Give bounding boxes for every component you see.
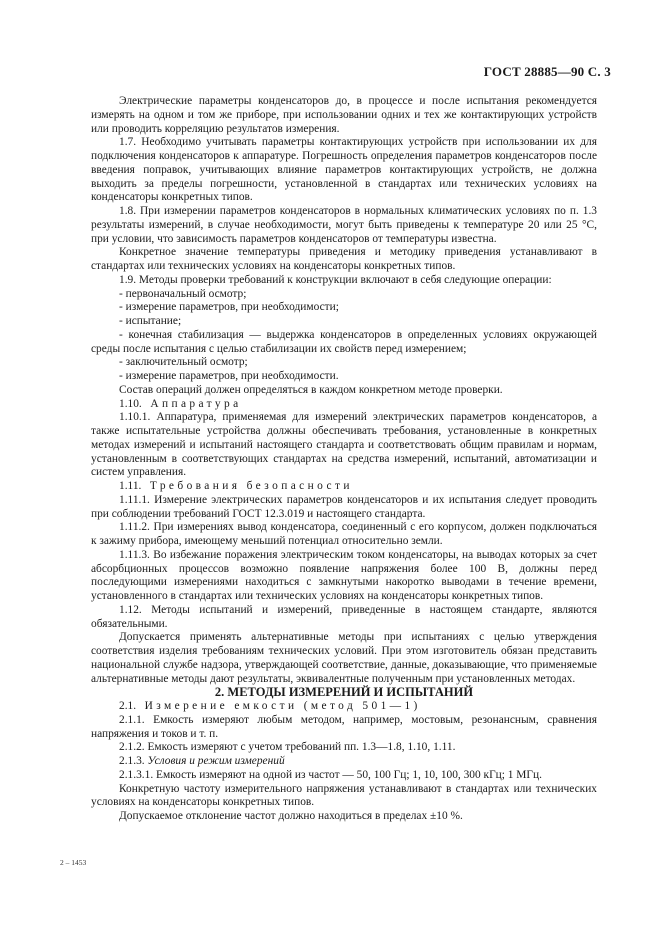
document-body [91,95,597,824]
paragraph: 2.1.1. Емкость измеряют любым методом, например, мостовым, резонансным, сравнения напряжения и токов и т. п. [91,713,597,740]
subsection-title [91,700,597,714]
list-item: - первоначальный осмотр; [119,287,247,300]
paragraph: Электрические параметры конденсаторов до, в процессе и после испытания рекомендуется измерять на одном и том же приборе, при использовании одних и тех же контактирующих устройств или проводить корреляцию результатов измерения. [91,95,597,135]
subsection-title [91,755,597,769]
paragraph: 1.11.2. При измерениях вывод конденсатора, соединенный с его корпусом, должен подключаться к зажиму прибора, имеющему меньший потенциал относительно земли. [91,521,597,547]
list-item: - заключительный осмотр; [119,356,248,369]
subsection-label: Аппаратура [150,397,242,410]
section-heading: 2. МЕТОДЫ ИЗМЕРЕНИЙ И ИСПЫТАНИЙ [214,685,474,700]
subsection-title [91,398,597,412]
page-footer-code: 2 – 1453 [60,858,87,867]
subsection-label: Требования безопасности [149,480,353,492]
subsection-number: 2.1.3. [119,755,145,767]
list-item: - конечная стабилизация — выдержка конденсаторов в определенных условиях окружающей среды после испытания с целью стабилизации их свойств перед измерением; [91,328,597,355]
paragraph: 1.9. Методы проверки требований к конструкции включают в себя следующие операции: [119,273,552,286]
page-header: ГОСТ 28885—90 С. 3 [483,64,611,79]
paragraph: Допускаемое отклонение частот должно находиться в пределах ±10 %. [119,810,463,822]
paragraph: 1.12. Методы испытаний и измерений, приведенные в настоящем стандарте, являются обязательными. [91,603,597,630]
subsection-title [91,480,597,494]
subsection-number: 1.10. [119,397,142,410]
paragraph: 2.1.3.1. Емкость измеряют на одной из частот — 50, 100 Гц; 1, 10, 100, 300 кГц; 1 МГц. [119,768,542,781]
paragraph: 2.1.2. Емкость измеряют с учетом требований пп. 1.3—1.8, 1.10, 1.11. [119,741,456,754]
subsection-number: 2.1. [119,700,137,712]
list-item: - измерение параметров, при необходимости. [119,370,339,382]
paragraph: 1.8. При измерении параметров конденсаторов в нормальных климатических условиях по п. 1.3 результаты измерений, в случае необходимости, могут быть приведены к температуре 20 или 25 °С, при условии, что зависимость параметров конденсаторов от температуры известна. [91,205,597,245]
list-item: - измерение параметров, при необходимости; [119,301,339,314]
paragraph: 1.11.1. Измерение электрических параметров конденсаторов и их испытания следует проводить при соблюдении требований ГОСТ 12.3.019 и настоящего стандарта. [91,493,597,520]
paragraph: 1.11.3. Во избежание поражения электрическим током конденсаторы, на выводах которых за счет абсорбционных процессов возможно появление напряжения более 100 В, должны перед последующими измерениями находиться с замкнутыми накоротко выводами в течение времени, установленного в стандартах или технических условиях на конденсаторы конкретных типов. [91,548,597,602]
paragraph: 1.10.1. Аппаратура, применяемая для измерений электрических параметров конденсаторов, а также испытательные устройства должны обеспечивать требования, установленные в конкретных методах измерений и испытаний настоящего стандарта и соответствовать общим правилам и нормам, установленным в соответствующих стандартах на средства измерений, испытаний, автоматизации и систем управления. [91,411,597,479]
subsection-number: 1.11. [119,480,142,492]
list-item: - испытание; [119,315,182,327]
paragraph: Допускается применять альтернативные методы при испытаниях с целью утверждения соответствия изделия требованиям технических условий. При этом изготовитель обязан представить национальной службе надзора, утверждающей соответствие, данные, доказывающие, что применяемые альтернативные методы дают результаты, эквивалентные полученным при установленных методах. [91,631,597,685]
paragraph: Состав операций должен определяться в каждом конкретном методе проверки. [119,383,503,396]
paragraph: Конкретное значение температуры приведения и методику приведения устанавливают в стандартах или технических условиях на конденсаторы конкретных типов. [91,246,597,272]
subsection-label: Измерение емкости (метод 501—1) [144,700,421,712]
paragraph: 1.7. Необходимо учитывать параметры контактирующих устройств при использовании их для подключения конденсаторов к аппаратуре. Погрешность определения параметров конденсаторов после введения поправок, учитывающих влияние параметров контактирующих устройств, не должна выходить за пределы погрешности, установленной в стандартах или технических условиях на конденсаторы конкретных типов. [91,136,597,204]
subsection-label: Условия и режим измерений [147,755,285,767]
paragraph: Конкретную частоту измерительного напряжения устанавливают в стандартах или технических условиях на конденсаторы конкретных типов. [91,782,597,809]
